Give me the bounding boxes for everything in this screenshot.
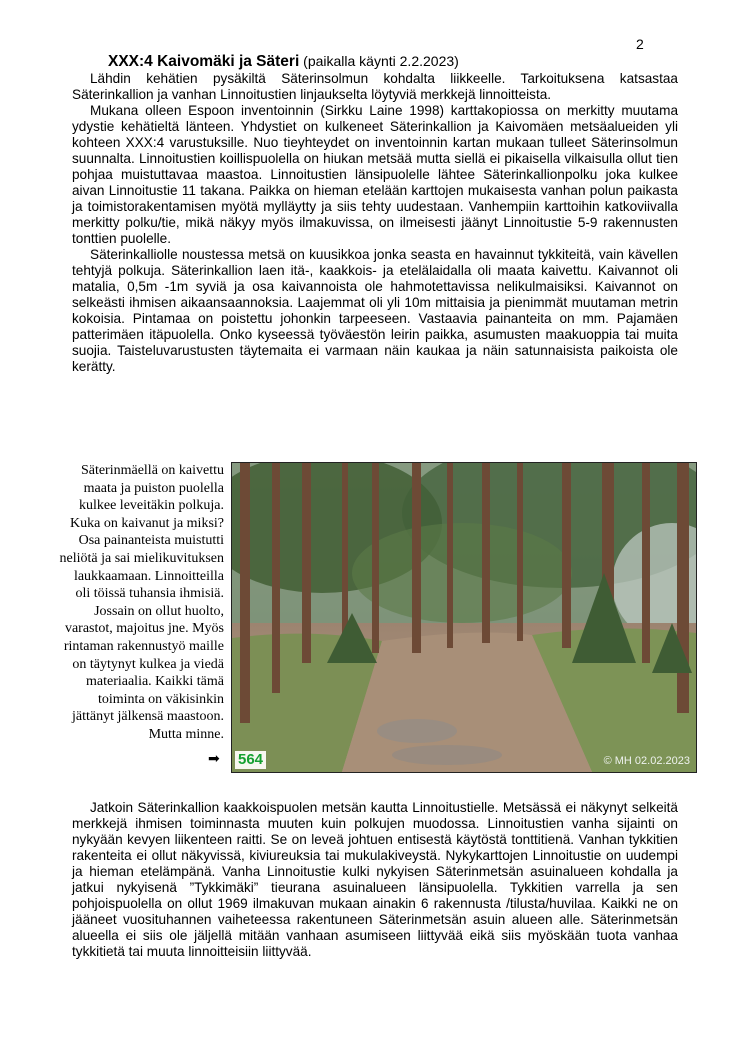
photo-number-badge: 564 — [235, 751, 266, 769]
arrow-right-icon: ➡ — [208, 750, 220, 766]
body-paragraph-3: Säterinkalliolle noustessa metsä on kuusikkoa jonka seasta en havainnut tykkiteitä, vain kävellen tehtyjä polkuja. Säterinkallion laen itä-, kaakkois- ja etelälaidalla oli maata kaivettu. Kaivannot oli matalia, 0,5m -1m syviä ja osa kaivannoista ole hahmotettavissa nelikulmaisiksi. Kaivannot on selkeästi ihmisen aikaansaannoksia. Laajemmat oli yli 10m mittaisia ja pienimmät muutaman metrin kokoisia. Pintamaa on poistettu johonkin tarpeeseen. Vastaavia painanteita on mm. Pajamäen patterimäen itäpuolella. Onko kyseessä työväestön leirin paikka, asumusten maakuoppia tai muita suojia. Taisteluvarustusten täytemaita ei varmaan näin kaukaa ja näin satunnaisista paikoista ole kerätty. — [72, 247, 678, 374]
forest-photo-illustration — [232, 463, 696, 772]
page-number: 2 — [636, 36, 644, 52]
photo-credit: © MH 02.02.2023 — [603, 755, 690, 767]
section-title-line — [72, 52, 678, 71]
forest-path-photo — [231, 462, 697, 773]
body-paragraph-1: Lähdin kehätien pysäkiltä Säterinsolmun kohdalta liikkeelle. Tarkoituksena katsastaa Säterinkallion ja vanhan Linnoitustien linjaukselta löytyviä merkkejä linnoitteista. — [72, 71, 678, 102]
body-paragraph-2: Mukana olleen Espoon inventoinnin (Sirkku Laine 1998) karttakopiossa on merkitty muutama ydystie kehätieltä länteen. Yhdystiet on kulkeneet Säterinkallion ja Kaivomäen metsäalueiden yli kohteen XXX:4 varustuksille. Nuo tieyhteydet on inventoinnin kartan mukaan tulleet Säterinsolmun suunnalta. Linnoitustien koillispuolella on hiukan metsää mutta siellä ei pikaisella vilkaisulla ollut tien pohjaa muistuttavaa maastoa. Linnoitustien länsipuolelle lähtee Säterinkallionpolku joka kulkee aivan Linnoitustie 11 takana. Paikka on hieman etelään karttojen mukaisesta vanhan polun paikasta ja toimistorakentamisen myötä mylläytty ja siis tehty uudestaan. Vanhempiin karttoihin katkoviivalla merkitty polku/tie, mikä näkyy myös ilmakuvissa, on ilmeisesti jäänyt Linnoitustie 5-9 rakennusten tonttien puolelle. — [72, 103, 678, 246]
article-section-bottom — [72, 800, 678, 960]
section-heading: XXX:4 Kaivomäki ja Säteri — [108, 53, 300, 70]
photo-caption: Säterinmäellä on kaivettu maata ja puiston puolella kulkee leveitäkin polkuja. Kuka on kaivanut ja miksi? Osa painanteista muistutti neliötä ja sai mielikuvituksen laukkaamaan. Linnoitteilla oli töissä tuhansia ihmisiä. Jossain on ollut huolto, varastot, majoitus jne. Myös rintaman rakennustyö maille on täytynyt kulkea ja viedä materiaalia. Kaikki tämä toiminta on väkisinkin jättänyt jälkensä maastoon. Mutta minne. — [59, 463, 224, 742]
visit-note: (paikalla käynti 2.2.2023) — [303, 53, 459, 69]
body-paragraph-4: Jatkoin Säterinkallion kaakkoispuolen metsän kautta Linnoitustielle. Metsässä ei näkynyt selkeitä merkkejä ihmisen toiminnasta muuten kuin polkujen muodossa. Linnoitustien vanha sijainti on nykyään kevyen liikenteen raitti. Se on leveä johtuen entisestä käytöstä tonttitienä. Vanhan tykkitien rakenteita ei ollut näkyvissä, kiviureuksia tai mukulakiveystä. Nykykarttojen Linnoitustie on uudempi ja hieman etelämpänä. Vanha Linnoitustie kulki nykyisen Säterinmetsän asuinalueen kohdalla ja jatkui nykyisenä ”Tykkimäki” tieurana asuinalueen länsipuolella. Tykkitien varrella ja sen pohjoispuolella on ollut 1969 ilmakuvan mukaan ainakin 6 rakennusta /tilusta/huvilaa. Kaikki ne on jääneet vuosituhannen vaiheteessa rakentuneen Säterinmetsän asuin alueen alle. Säterinmetsän alueella ei siis ole jäljellä mitään vanhaan asumiseen liittyvää eikä siis myöskään tuota vanhaa tykkitietä tai muuta linnoitteisiin liittyvää. — [72, 800, 678, 959]
article-section-top — [72, 52, 678, 375]
